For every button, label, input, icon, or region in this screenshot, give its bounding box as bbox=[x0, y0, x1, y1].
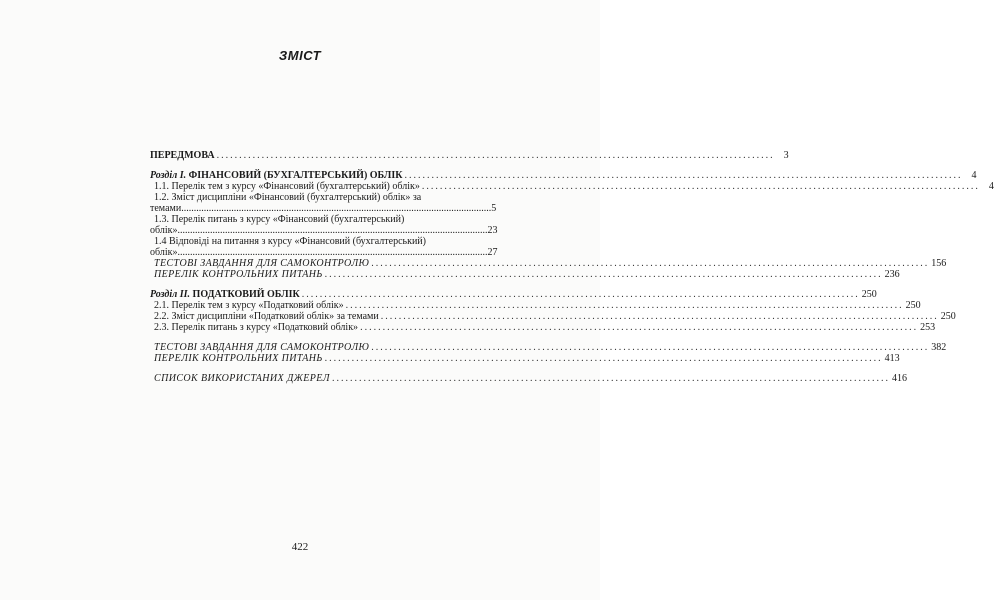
toc-label: ПЕРЕЛІК КОНТРОЛЬНИХ ПИТАНЬ bbox=[154, 353, 323, 364]
leader-dots: ............................................................................................................................ bbox=[371, 342, 930, 353]
page-number: 422 bbox=[291, 541, 309, 553]
section-prefix: Розділ ІІ. bbox=[150, 289, 191, 300]
toc-entry-control[interactable] bbox=[150, 269, 900, 280]
toc-section-heading[interactable] bbox=[150, 170, 977, 181]
toc-label: 2.3. Перелік питань з курсу «Податковий облік» bbox=[154, 322, 359, 333]
toc-label: ТЕСТОВІ ЗАВДАННЯ ДЛЯ САМОКОНТРОЛЮ bbox=[154, 342, 370, 353]
toc-entry[interactable] bbox=[150, 311, 956, 322]
leader-dots: ............................................................................................................................ bbox=[181, 203, 492, 214]
toc-page: 3 bbox=[783, 150, 789, 161]
toc-label-line2: темами bbox=[150, 203, 182, 214]
toc-entry[interactable] bbox=[150, 181, 994, 192]
leader-dots: ............................................................................................................................ bbox=[371, 258, 930, 269]
leader-dots: ............................................................................................................................ bbox=[177, 247, 488, 258]
toc-label-line1: 1.4 Відповіді на питання з курсу «Фінансовий (бухгалтерський) bbox=[154, 236, 426, 247]
toc-label: 2.1. Перелік тем з курсу «Податковий облік» bbox=[154, 300, 344, 311]
toc-label-line2: облік» bbox=[150, 225, 178, 236]
section-title: ФІНАНСОВИЙ (БУХГАЛТЕРСЬКИЙ) ОБЛІК bbox=[188, 170, 403, 181]
toc-page: 5 bbox=[491, 203, 497, 214]
toc-entry-control[interactable] bbox=[150, 353, 900, 364]
toc-page: 23 bbox=[487, 225, 498, 236]
toc-label-line2: облік» bbox=[150, 247, 178, 258]
toc-page: 416 bbox=[891, 373, 907, 384]
page-title: ЗМІСТ bbox=[278, 48, 322, 63]
toc-entry-sources[interactable] bbox=[150, 373, 907, 384]
toc-page: 4 bbox=[988, 181, 994, 192]
toc-label: ТЕСТОВІ ЗАВДАННЯ ДЛЯ САМОКОНТРОЛЮ bbox=[154, 258, 370, 269]
toc-label: СПИСОК ВИКОРИСТАНИХ ДЖЕРЕЛ bbox=[154, 373, 330, 384]
toc-page: 382 bbox=[931, 342, 947, 353]
toc-section-heading[interactable] bbox=[150, 289, 877, 300]
toc-label: ПЕРЕДМОВА bbox=[150, 150, 215, 161]
toc-entry[interactable] bbox=[150, 236, 498, 258]
toc-entry-preface[interactable] bbox=[150, 150, 789, 161]
toc-label: 2.2. Зміст дисципліни «Податковий облік» за темами bbox=[154, 311, 379, 322]
leader-dots: ............................................................................................................................ bbox=[216, 150, 775, 161]
toc-page: 236 bbox=[884, 269, 900, 280]
toc-page: 250 bbox=[940, 311, 956, 322]
leader-dots: ............................................................................................................................ bbox=[380, 311, 939, 322]
toc-entry[interactable] bbox=[150, 192, 497, 214]
leader-dots: ............................................................................................................................ bbox=[324, 269, 883, 280]
toc-entry-tests[interactable] bbox=[150, 258, 947, 269]
toc-entry[interactable] bbox=[150, 300, 921, 311]
section-prefix: Розділ І. bbox=[150, 170, 187, 181]
leader-dots: ............................................................................................................................ bbox=[360, 322, 919, 333]
toc-label-line1: 1.2. Зміст дисципліни «Фінансовий (бухгалтерський) облік» за bbox=[154, 192, 422, 203]
section-title: ПОДАТКОВИЙ ОБЛІК bbox=[192, 289, 300, 300]
toc-entry[interactable] bbox=[150, 322, 936, 333]
leader-dots: ............................................................................................................................ bbox=[177, 225, 488, 236]
toc-page: 156 bbox=[931, 258, 947, 269]
leader-dots: ............................................................................................................................ bbox=[301, 289, 860, 300]
toc-entry-tests[interactable] bbox=[150, 342, 947, 353]
leader-dots: ............................................................................................................................ bbox=[324, 353, 883, 364]
leader-dots: ............................................................................................................................ bbox=[331, 373, 890, 384]
table-of-contents bbox=[150, 150, 994, 384]
toc-label-line1: 1.3. Перелік питань з курсу «Фінансовий (бухгалтерський) bbox=[154, 214, 405, 225]
toc-entry[interactable] bbox=[150, 214, 498, 236]
toc-page: 27 bbox=[487, 247, 498, 258]
leader-dots: ............................................................................................................................ bbox=[421, 181, 980, 192]
toc-label: ПЕРЕЛІК КОНТРОЛЬНИХ ПИТАНЬ bbox=[154, 269, 323, 280]
toc-page: 250 bbox=[861, 289, 877, 300]
toc-label: 1.1. Перелік тем з курсу «Фінансовий (бухгалтерський) облік» bbox=[154, 181, 420, 192]
toc-page: 413 bbox=[884, 353, 900, 364]
toc-page: 4 bbox=[971, 170, 977, 181]
leader-dots: ............................................................................................................................ bbox=[345, 300, 904, 311]
toc-page: 253 bbox=[920, 322, 936, 333]
leader-dots: ............................................................................................................................ bbox=[404, 170, 963, 181]
toc-page: 250 bbox=[905, 300, 921, 311]
